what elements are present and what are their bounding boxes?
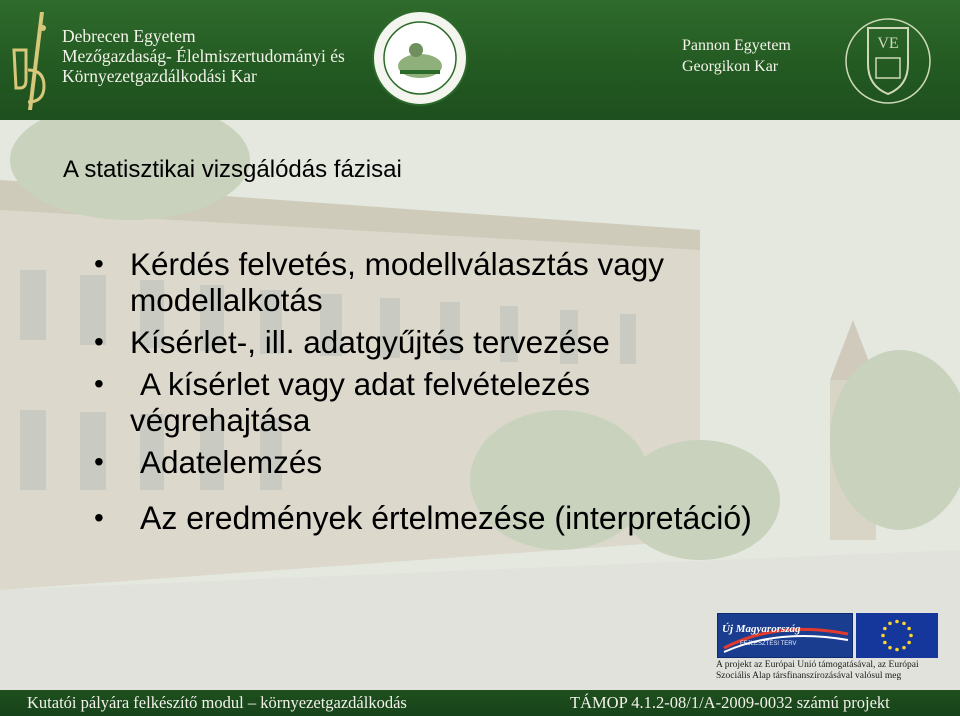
- header-band: [0, 0, 960, 120]
- eu-star-icon: [902, 646, 906, 650]
- bullet-dot-icon: •: [94, 368, 104, 399]
- umft-title: Új Magyarország: [722, 623, 801, 635]
- footer-band: [0, 690, 960, 716]
- crest-letters: VE: [877, 35, 899, 52]
- header-left-line-1: Debrecen Egyetem: [62, 26, 196, 46]
- eu-star-icon: [888, 622, 892, 626]
- uj-magyarorszag-logo: [717, 613, 853, 658]
- bullet-item: [94, 324, 914, 360]
- umft-subtitle: FEJLESZTÉSI TERV: [740, 641, 797, 647]
- eu-star-icon: [883, 641, 887, 645]
- pannon-university-crest-icon: [842, 14, 934, 108]
- bullet-dot-icon: •: [94, 446, 104, 477]
- bullet-item: [94, 444, 914, 480]
- bullet-item: [94, 500, 914, 536]
- eu-star-icon: [883, 627, 887, 631]
- bullet-text: Adatelemzés: [140, 444, 323, 480]
- bullet-item: [94, 246, 914, 318]
- bullet-text: Az eredmények értelmezése (interpretáció): [140, 500, 752, 536]
- header-right-line-2: Georgikon Kar: [682, 58, 779, 75]
- header-left-line-3: Környezetgazdálkodási Kar: [62, 66, 257, 86]
- bullet-dot-icon: •: [94, 502, 104, 533]
- eu-star-icon: [881, 634, 885, 638]
- bullet-text: A kísérlet vagy adat felvételezés: [140, 366, 590, 402]
- university-debrecen-logo: [10, 10, 54, 114]
- bullet-dot-icon: •: [94, 326, 104, 357]
- eu-flag-icon: [856, 613, 938, 658]
- footer-project-id: TÁMOP 4.1.2-08/1/A-2009-0032 számú projekt: [570, 693, 890, 712]
- eu-star-icon: [902, 622, 906, 626]
- eu-funding-note: [716, 660, 946, 682]
- eu-note-line-1: A projekt az Európai Unió támogatásával, az Európai: [716, 660, 919, 670]
- eu-star-icon: [888, 646, 892, 650]
- bullet-dot-icon: •: [94, 248, 104, 279]
- eu-star-icon: [907, 627, 911, 631]
- header-left-line-2: Mezőgazdaság- Élelmiszertudományi és: [62, 46, 345, 66]
- slide-title: A statisztikai vizsgálódás fázisai: [63, 156, 402, 183]
- eu-star-icon: [907, 641, 911, 645]
- bullet-text-continued: végrehajtása: [130, 402, 311, 438]
- eu-note-line-2: Szociális Alap társfinanszírozásával valósul meg: [716, 671, 902, 681]
- university-name-right: [682, 35, 791, 77]
- eu-star-icon: [895, 620, 899, 624]
- bullet-text: Kérdés felvetés, modellválasztás vagy: [130, 246, 665, 282]
- header-right-line-1: Pannon Egyetem: [682, 37, 791, 54]
- faculty-seal-icon: [370, 8, 470, 108]
- umft-swoosh-icon: [718, 614, 854, 659]
- bullet-list: [94, 246, 914, 536]
- faculty-name-left: [62, 26, 345, 86]
- eu-star-icon: [895, 648, 899, 652]
- bullet-text-continued: modellalkotás: [130, 282, 323, 318]
- footer-module-name: Kutatói pályára felkészítő modul – környezetgazdálkodás: [27, 693, 407, 712]
- bullet-item: [94, 366, 914, 438]
- bullet-text: Kísérlet-, ill. adatgyűjtés tervezése: [130, 324, 610, 360]
- eu-star-icon: [909, 634, 913, 638]
